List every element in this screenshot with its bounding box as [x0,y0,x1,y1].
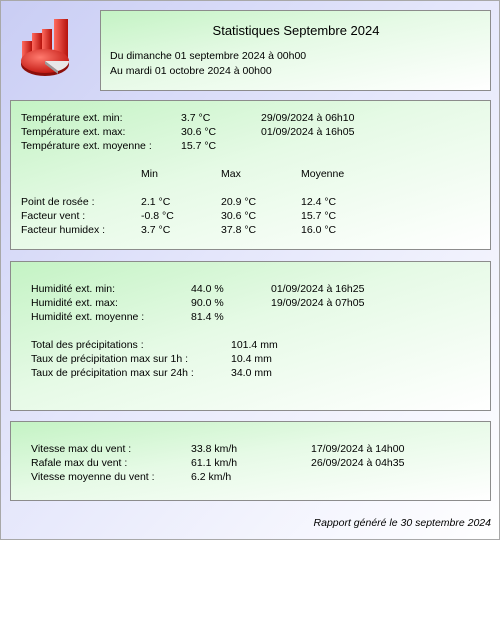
temperature-panel [10,100,491,250]
temp-avg-value: 15.7 °C [181,140,217,152]
wind-max-label: Vitesse max du vent : [31,443,132,455]
windchill-label: Facteur vent : [21,210,86,222]
gust-max-date: 26/09/2024 à 04h35 [311,457,405,469]
humidex-max: 37.8 °C [221,224,257,236]
gust-max-value: 61.1 km/h [191,457,238,469]
temp-min-date: 29/09/2024 à 06h10 [261,112,355,124]
temp-avg-label: Température ext. moyenne : [21,140,152,152]
temp-min-label: Température ext. min: [21,112,123,124]
rain-rate-24h-value: 34.0 mm [231,367,272,379]
wind-panel [10,421,491,501]
pie-chart-icon [18,17,80,79]
period-from: Du dimanche 01 septembre 2024 à 00h00 [110,50,307,62]
humidex-min: 3.7 °C [141,224,171,236]
rain-rate-1h-label: Taux de précipitation max sur 1h : [31,353,188,365]
humidity-max-value: 90.0 % [191,297,224,309]
temp-min-value: 3.7 °C [181,112,211,124]
column-header-min: Min [141,168,158,180]
humidity-panel [10,261,491,411]
page-title: Statistiques Septembre 2024 [212,23,380,38]
humidity-max-label: Humidité ext. max: [31,297,118,309]
wind-max-value: 33.8 km/h [191,443,238,455]
column-header-max: Max [221,168,241,180]
temp-max-value: 30.6 °C [181,126,217,138]
humidity-avg-value: 81.4 % [191,311,224,323]
humidex-label: Facteur humidex : [21,224,106,236]
report-footer: Rapport généré le 30 septembre 2024 [313,517,491,529]
humidity-min-label: Humidité ext. min: [31,283,116,295]
windchill-max: 30.6 °C [221,210,257,222]
dewpoint-max: 20.9 °C [221,196,257,208]
windchill-avg: 15.7 °C [301,210,337,222]
wind-avg-label: Vitesse moyenne du vent : [31,471,155,483]
rain-total-label: Total des précipitations : [31,339,144,351]
humidity-avg-label: Humidité ext. moyenne : [31,311,145,323]
wind-max-date: 17/09/2024 à 14h00 [311,443,405,455]
dewpoint-min: 2.1 °C [141,196,171,208]
rain-total-value: 101.4 mm [231,339,278,351]
humidity-max-date: 19/09/2024 à 07h05 [271,297,365,309]
temp-max-date: 01/09/2024 à 16h05 [261,126,355,138]
humidity-min-date: 01/09/2024 à 16h25 [271,283,365,295]
gust-max-label: Rafale max du vent : [31,457,128,469]
humidex-avg: 16.0 °C [301,224,337,236]
period-to: Au mardi 01 octobre 2024 à 00h00 [110,65,272,77]
rain-rate-1h-value: 10.4 mm [231,353,272,365]
dewpoint-avg: 12.4 °C [301,196,337,208]
dewpoint-label: Point de rosée : [21,196,95,208]
wind-avg-value: 6.2 km/h [191,471,232,483]
temp-max-label: Température ext. max: [21,126,126,138]
windchill-min: -0.8 °C [141,210,174,222]
rain-rate-24h-label: Taux de précipitation max sur 24h : [31,367,194,379]
humidity-min-value: 44.0 % [191,283,224,295]
column-header-avg: Moyenne [301,168,345,180]
header-panel [100,10,491,91]
